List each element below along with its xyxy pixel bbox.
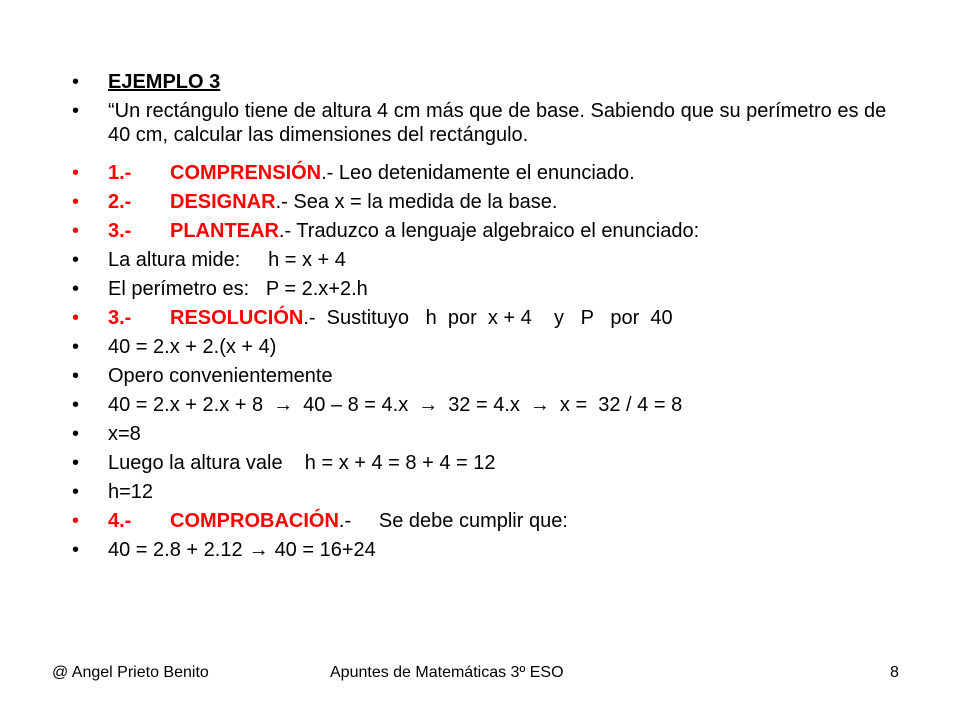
- arrow-right-icon: →: [273, 394, 294, 416]
- list-item-eq3: [72, 538, 892, 562]
- bullet-icon: •: [72, 481, 80, 503]
- list-item-step5: [72, 509, 892, 533]
- list-item-luego: [72, 451, 892, 475]
- equation-part: x = 32 / 4 = 8: [559, 394, 683, 416]
- step-text: .- Leo detenidamente el enunciado.: [321, 162, 635, 184]
- list-item-eq1: [72, 335, 892, 359]
- arrow-right-icon: →: [248, 539, 269, 561]
- list-item-step2: [72, 190, 892, 214]
- list-item-title: [72, 70, 892, 94]
- bullet-icon: •: [72, 307, 80, 329]
- equation-part: 40 = 16+24: [274, 539, 376, 561]
- step-number: 4.-: [108, 510, 132, 532]
- list-item-opero: [72, 364, 892, 388]
- step-text: .- Se debe cumplir que:: [338, 510, 568, 532]
- bullet-list: [72, 70, 892, 567]
- bullet-icon: •: [72, 452, 80, 474]
- bullet-icon: •: [72, 71, 80, 93]
- step-number: 1.-: [108, 162, 132, 184]
- result: x=8: [108, 423, 141, 445]
- step-label: RESOLUCIÓN: [170, 307, 304, 329]
- bullet-icon: •: [72, 423, 80, 445]
- arrow-right-icon: →: [418, 394, 439, 416]
- text-line: La altura mide: h = x + 4: [108, 249, 346, 271]
- step-number: 2.-: [108, 191, 132, 213]
- bullet-icon: •: [72, 162, 80, 184]
- footer-author: @ Angel Prieto Benito: [52, 664, 209, 681]
- step-number: 3.-: [108, 307, 132, 329]
- bullet-icon: •: [72, 220, 80, 242]
- list-item-res-h: [72, 480, 892, 504]
- step-label: COMPRENSIÓN: [170, 162, 322, 184]
- bullet-icon: •: [72, 365, 80, 387]
- bullet-icon: •: [72, 249, 80, 271]
- bullet-icon: •: [72, 278, 80, 300]
- list-item-step1: [72, 161, 892, 185]
- step-text: .- Traduzco a lenguaje algebraico el enunciado:: [278, 220, 700, 242]
- list-item-eq2: [72, 393, 892, 417]
- text-line: Opero convenientemente: [108, 365, 333, 387]
- page-number: 8: [890, 664, 899, 681]
- step-number: 3.-: [108, 220, 132, 242]
- arrow-right-icon: →: [529, 394, 550, 416]
- bullet-icon: •: [72, 394, 80, 416]
- step-label: PLANTEAR: [170, 220, 279, 242]
- slide-title: EJEMPLO 3: [108, 71, 221, 93]
- bullet-icon: •: [72, 539, 80, 561]
- equation-part: 40 = 2.8 + 2.12: [108, 539, 243, 561]
- problem-statement: “Un rectángulo tiene de altura 4 cm más que de base. Sabiendo que su perímetro es de 40 cm, calcular las dimensiones del rectángulo.: [108, 100, 887, 146]
- equation-part: 40 – 8 = 4.x: [303, 394, 409, 416]
- equation: 40 = 2.x + 2.(x + 4): [108, 336, 277, 358]
- step-text: .- Sustituyo h por x + 4 y P por 40: [303, 307, 673, 329]
- equation-part: 40 = 2.x + 2.x + 8: [108, 394, 264, 416]
- list-item-res-x: [72, 422, 892, 446]
- step-label: DESIGNAR: [170, 191, 276, 213]
- list-item-statement: [72, 99, 892, 147]
- list-item-altura: [72, 248, 892, 272]
- bullet-icon: •: [72, 336, 80, 358]
- equation-part: 32 = 4.x: [448, 394, 520, 416]
- list-item-perimetro: [72, 277, 892, 301]
- bullet-icon: •: [72, 191, 80, 213]
- bullet-icon: •: [72, 510, 80, 532]
- list-item-step3: [72, 219, 892, 243]
- text-line: El perímetro es: P = 2.x+2.h: [108, 278, 368, 300]
- step-text: .- Sea x = la medida de la base.: [275, 191, 558, 213]
- result: h=12: [108, 481, 154, 503]
- footer-course: Apuntes de Matemáticas 3º ESO: [330, 664, 564, 681]
- text-line: Luego la altura vale h = x + 4 = 8 + 4 = 12: [108, 452, 496, 474]
- step-label: COMPROBACIÓN: [170, 510, 339, 532]
- bullet-icon: •: [72, 100, 80, 122]
- list-item-step4: [72, 306, 892, 330]
